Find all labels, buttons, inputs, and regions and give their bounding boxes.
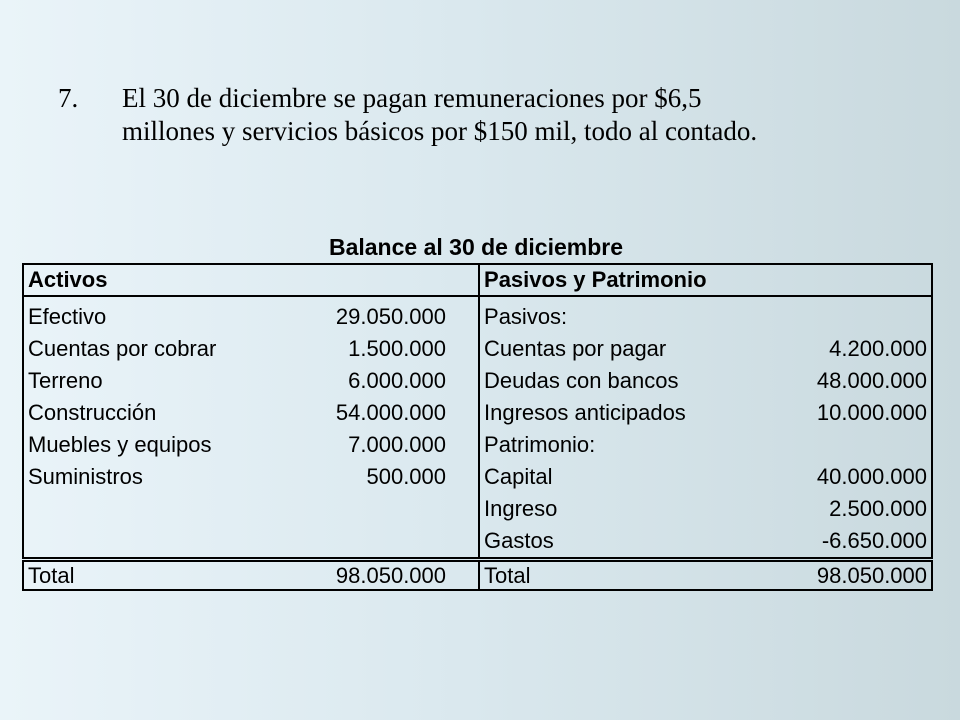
equity-value: 40.000.000 xyxy=(771,461,932,493)
column-gap xyxy=(450,429,479,461)
asset-label: Terreno xyxy=(23,365,285,397)
liability-value: 10.000.000 xyxy=(771,397,932,429)
asset-value: 54.000.000 xyxy=(335,400,447,425)
empty-cell xyxy=(285,493,450,525)
equity-value: -6.650.000 xyxy=(771,525,932,560)
item-description xyxy=(122,82,918,148)
table-row xyxy=(23,365,932,397)
table-row xyxy=(23,333,932,365)
table-row xyxy=(23,397,932,429)
liability-value: 48.000.000 xyxy=(771,365,932,397)
empty-cell xyxy=(771,429,932,461)
liability-label: Ingresos anticipados xyxy=(484,400,686,425)
empty-cell xyxy=(771,296,932,333)
equity-label: Gastos xyxy=(484,528,554,553)
equity-heading: Patrimonio: xyxy=(484,432,596,457)
total-liabilities-equity-label: Total xyxy=(479,560,771,591)
column-gap xyxy=(450,560,479,591)
table-row xyxy=(23,429,932,461)
table-header-row xyxy=(23,264,932,296)
empty-cell xyxy=(23,493,285,525)
item-line-2: millones y servicios básicos por $150 mil, todo al contado. xyxy=(122,116,758,146)
table-row xyxy=(23,296,932,333)
equity-label: Ingreso xyxy=(484,496,558,521)
asset-label: Muebles y equipos xyxy=(23,429,285,461)
column-gap xyxy=(450,461,479,493)
asset-value: 6.000.000 xyxy=(348,368,447,393)
asset-value: 1.500.000 xyxy=(348,336,447,361)
balance-sheet-table xyxy=(22,263,933,591)
transaction-item xyxy=(58,82,918,148)
column-gap xyxy=(450,493,479,525)
asset-value: 500.000 xyxy=(366,464,447,489)
equity-label: Capital xyxy=(484,464,553,489)
column-gap xyxy=(450,397,479,429)
column-gap xyxy=(450,365,479,397)
assets-header: Activos xyxy=(23,264,450,296)
total-assets-label: Total xyxy=(23,560,285,591)
liabilities-equity-header: Pasivos y Patrimonio xyxy=(479,264,932,296)
equity-value: 2.500.000 xyxy=(771,493,932,525)
liability-label: Deudas con bancos xyxy=(484,368,679,393)
column-gap xyxy=(450,525,479,560)
asset-value: 7.000.000 xyxy=(348,432,447,457)
asset-label: Efectivo xyxy=(23,296,285,333)
liabilities-heading: Pasivos: xyxy=(484,304,568,329)
asset-label: Suministros xyxy=(23,461,285,493)
empty-cell xyxy=(23,525,285,560)
liability-label: Cuentas por pagar xyxy=(484,336,667,361)
item-line-1: El 30 de diciembre se pagan remuneraciones por $6,5 xyxy=(122,83,702,113)
total-liabilities-equity-value: 98.050.000 xyxy=(771,560,932,591)
total-row xyxy=(23,560,932,591)
asset-label: Cuentas por cobrar xyxy=(23,333,285,365)
column-gap xyxy=(450,264,479,296)
column-gap xyxy=(450,333,479,365)
table-row xyxy=(23,493,932,525)
empty-cell xyxy=(285,525,450,560)
total-assets-value: 98.050.000 xyxy=(285,560,450,591)
liability-value: 4.200.000 xyxy=(771,333,932,365)
balance-title: Balance al 30 de diciembre xyxy=(328,234,624,260)
asset-value: 29.050.000 xyxy=(335,304,447,329)
item-number: 7. xyxy=(58,83,79,113)
column-gap xyxy=(450,296,479,333)
table-row xyxy=(23,525,932,560)
table-row xyxy=(23,461,932,493)
asset-label: Construcción xyxy=(23,397,285,429)
